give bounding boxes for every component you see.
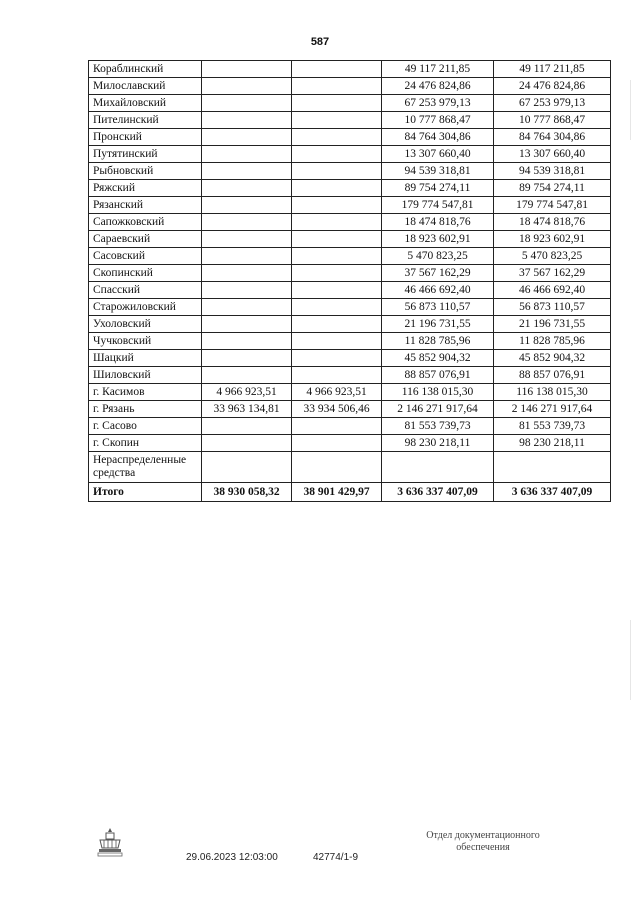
- row-value-cell: 13 307 660,40: [382, 146, 494, 163]
- row-value-cell: 11 828 785,96: [382, 333, 494, 350]
- row-value-cell: [202, 129, 292, 146]
- row-name-cell: г. Рязань: [89, 401, 202, 418]
- row-value-cell: [202, 146, 292, 163]
- budget-table: [88, 60, 611, 502]
- table-row: [89, 231, 611, 248]
- total-value-cell: 3 636 337 407,09: [382, 483, 494, 502]
- row-value-cell: 5 470 823,25: [382, 248, 494, 265]
- row-value-cell: [202, 418, 292, 435]
- row-value-cell: [292, 265, 382, 282]
- row-value-cell: [292, 316, 382, 333]
- table-row: [89, 95, 611, 112]
- row-value-cell: [202, 265, 292, 282]
- row-value-cell: [202, 452, 292, 483]
- row-name-cell: Шиловский: [89, 367, 202, 384]
- row-value-cell: 88 857 076,91: [382, 367, 494, 384]
- table-row: [89, 61, 611, 78]
- table-row: [89, 214, 611, 231]
- row-value-cell: 4 966 923,51: [292, 384, 382, 401]
- row-value-cell: [292, 78, 382, 95]
- row-value-cell: 116 138 015,30: [494, 384, 611, 401]
- row-value-cell: [202, 95, 292, 112]
- row-value-cell: 21 196 731,55: [494, 316, 611, 333]
- row-value-cell: 46 466 692,40: [382, 282, 494, 299]
- row-name-cell: Милославский: [89, 78, 202, 95]
- row-value-cell: [292, 282, 382, 299]
- row-name-cell: Рязанский: [89, 197, 202, 214]
- row-value-cell: [292, 299, 382, 316]
- table-row: [89, 129, 611, 146]
- department-stamp: [408, 830, 558, 854]
- row-value-cell: 2 146 271 917,64: [494, 401, 611, 418]
- row-value-cell: 49 117 211,85: [494, 61, 611, 78]
- total-label-cell: Итого: [89, 483, 202, 502]
- table-row: [89, 350, 611, 367]
- table-row: [89, 435, 611, 452]
- total-value-cell: 38 901 429,97: [292, 483, 382, 502]
- row-value-cell: 179 774 547,81: [382, 197, 494, 214]
- row-value-cell: 116 138 015,30: [382, 384, 494, 401]
- row-value-cell: [202, 61, 292, 78]
- row-name-cell: Сапожковский: [89, 214, 202, 231]
- row-value-cell: [202, 282, 292, 299]
- row-name-cell: Скопинский: [89, 265, 202, 282]
- footer-datetime: 29.06.2023 12:03:00: [186, 852, 278, 863]
- table-row: [89, 333, 611, 350]
- scan-edge-mark: [630, 620, 631, 700]
- table-row: [89, 248, 611, 265]
- row-name-cell: Сасовский: [89, 248, 202, 265]
- row-value-cell: [292, 112, 382, 129]
- row-value-cell: 67 253 979,13: [382, 95, 494, 112]
- row-value-cell: [292, 61, 382, 78]
- page-number: 587: [310, 36, 330, 48]
- row-value-cell: [292, 197, 382, 214]
- row-name-cell: Нераспределенные средства: [89, 452, 202, 483]
- row-name-cell: Спасский: [89, 282, 202, 299]
- row-value-cell: 18 474 818,76: [382, 214, 494, 231]
- total-row: [89, 483, 611, 502]
- row-name-cell: Чучковский: [89, 333, 202, 350]
- row-name-cell: Сараевский: [89, 231, 202, 248]
- row-name-cell: Путятинский: [89, 146, 202, 163]
- row-name-cell: Шацкий: [89, 350, 202, 367]
- row-value-cell: 2 146 271 917,64: [382, 401, 494, 418]
- table-row: [89, 112, 611, 129]
- duma-emblem-icon: [96, 826, 124, 858]
- row-value-cell: [292, 180, 382, 197]
- row-value-cell: 18 474 818,76: [494, 214, 611, 231]
- table-row: [89, 282, 611, 299]
- row-name-cell: Старожиловский: [89, 299, 202, 316]
- row-value-cell: 24 476 824,86: [382, 78, 494, 95]
- row-value-cell: [292, 214, 382, 231]
- row-value-cell: 89 754 274,11: [382, 180, 494, 197]
- row-value-cell: 18 923 602,91: [494, 231, 611, 248]
- row-value-cell: 179 774 547,81: [494, 197, 611, 214]
- row-value-cell: 56 873 110,57: [382, 299, 494, 316]
- row-value-cell: 37 567 162,29: [494, 265, 611, 282]
- table-row: [89, 418, 611, 435]
- row-value-cell: 37 567 162,29: [382, 265, 494, 282]
- table-row: [89, 452, 611, 483]
- row-value-cell: [292, 163, 382, 180]
- row-value-cell: [292, 367, 382, 384]
- row-name-cell: г. Касимов: [89, 384, 202, 401]
- row-value-cell: 89 754 274,11: [494, 180, 611, 197]
- table-row: [89, 299, 611, 316]
- table-row: [89, 384, 611, 401]
- row-value-cell: [202, 214, 292, 231]
- row-value-cell: [494, 452, 611, 483]
- table-body: [89, 61, 611, 502]
- row-value-cell: 84 764 304,86: [382, 129, 494, 146]
- row-value-cell: [202, 197, 292, 214]
- row-value-cell: 4 966 923,51: [202, 384, 292, 401]
- table-row: [89, 197, 611, 214]
- row-value-cell: 45 852 904,32: [494, 350, 611, 367]
- table-row: [89, 401, 611, 418]
- row-name-cell: г. Сасово: [89, 418, 202, 435]
- row-value-cell: [292, 95, 382, 112]
- row-value-cell: [292, 418, 382, 435]
- row-value-cell: 33 934 506,46: [292, 401, 382, 418]
- row-value-cell: 5 470 823,25: [494, 248, 611, 265]
- table-row: [89, 265, 611, 282]
- total-value-cell: 3 636 337 407,09: [494, 483, 611, 502]
- row-name-cell: Михайловский: [89, 95, 202, 112]
- row-value-cell: 98 230 218,11: [494, 435, 611, 452]
- row-value-cell: [202, 367, 292, 384]
- row-name-cell: Пителинский: [89, 112, 202, 129]
- row-value-cell: [292, 129, 382, 146]
- row-value-cell: [382, 452, 494, 483]
- row-value-cell: 98 230 218,11: [382, 435, 494, 452]
- row-value-cell: [202, 316, 292, 333]
- row-value-cell: 21 196 731,55: [382, 316, 494, 333]
- table-row: [89, 78, 611, 95]
- row-value-cell: [292, 146, 382, 163]
- row-value-cell: [202, 299, 292, 316]
- row-value-cell: 81 553 739,73: [382, 418, 494, 435]
- row-value-cell: [292, 350, 382, 367]
- row-value-cell: [202, 112, 292, 129]
- row-name-cell: Кораблинский: [89, 61, 202, 78]
- row-value-cell: [292, 435, 382, 452]
- row-name-cell: Ухоловский: [89, 316, 202, 333]
- row-value-cell: [202, 435, 292, 452]
- table-row: [89, 367, 611, 384]
- row-value-cell: [202, 350, 292, 367]
- table-row: [89, 163, 611, 180]
- row-value-cell: 10 777 868,47: [382, 112, 494, 129]
- stamp-line-1: Отдел документационного: [426, 830, 540, 841]
- row-name-cell: Рыбновский: [89, 163, 202, 180]
- stamp-line-2: обеспечения: [456, 842, 510, 853]
- row-value-cell: 94 539 318,81: [494, 163, 611, 180]
- total-value-cell: 38 930 058,32: [202, 483, 292, 502]
- row-value-cell: 81 553 739,73: [494, 418, 611, 435]
- row-value-cell: 84 764 304,86: [494, 129, 611, 146]
- row-value-cell: 24 476 824,86: [494, 78, 611, 95]
- row-value-cell: 67 253 979,13: [494, 95, 611, 112]
- row-value-cell: [202, 78, 292, 95]
- table-row: [89, 146, 611, 163]
- row-value-cell: [292, 333, 382, 350]
- scan-edge-mark: [630, 80, 631, 140]
- row-value-cell: 46 466 692,40: [494, 282, 611, 299]
- row-value-cell: 45 852 904,32: [382, 350, 494, 367]
- row-value-cell: 11 828 785,96: [494, 333, 611, 350]
- row-value-cell: 88 857 076,91: [494, 367, 611, 384]
- footer-doc-number: 42774/1-9: [313, 852, 359, 863]
- row-value-cell: 56 873 110,57: [494, 299, 611, 316]
- row-value-cell: 13 307 660,40: [494, 146, 611, 163]
- table-row: [89, 316, 611, 333]
- row-value-cell: 49 117 211,85: [382, 61, 494, 78]
- row-value-cell: 33 963 134,81: [202, 401, 292, 418]
- row-value-cell: 10 777 868,47: [494, 112, 611, 129]
- row-value-cell: [292, 452, 382, 483]
- row-value-cell: [202, 163, 292, 180]
- row-value-cell: [202, 231, 292, 248]
- row-value-cell: [292, 248, 382, 265]
- row-name-cell: Ряжский: [89, 180, 202, 197]
- table-row: [89, 180, 611, 197]
- row-name-cell: Пронский: [89, 129, 202, 146]
- row-value-cell: [202, 180, 292, 197]
- row-name-cell: г. Скопин: [89, 435, 202, 452]
- row-value-cell: [292, 231, 382, 248]
- row-value-cell: [202, 333, 292, 350]
- row-value-cell: 18 923 602,91: [382, 231, 494, 248]
- row-value-cell: [202, 248, 292, 265]
- row-value-cell: 94 539 318,81: [382, 163, 494, 180]
